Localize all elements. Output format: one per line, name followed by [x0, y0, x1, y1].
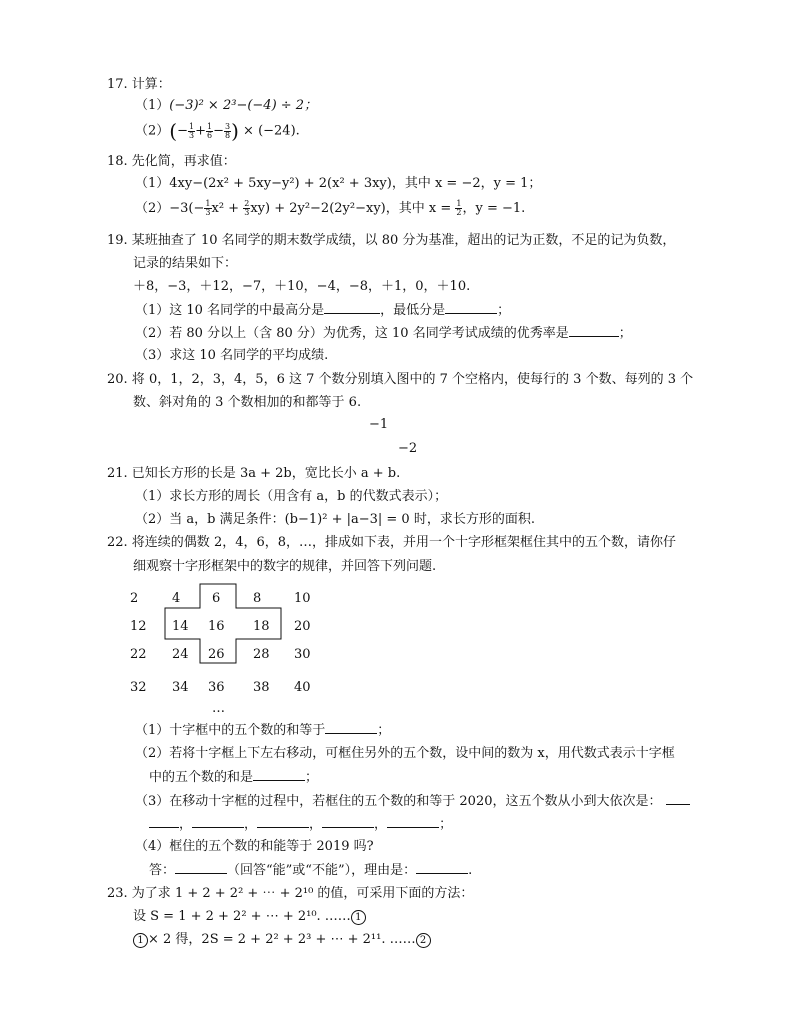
q18-heading: 18. 先化简，再求值： [107, 154, 236, 169]
q22-part2-line1: （2）若将十字框上下左右移动，可框住另外的五个数，设中间的数为 x，用代数式表示十字框 [135, 746, 675, 761]
q20-grid-value: −2 [398, 441, 418, 456]
grid-cell: 38 [253, 680, 270, 695]
grid-cell: 40 [294, 680, 311, 695]
answer-blank[interactable] [666, 792, 690, 805]
circled-number: 2 [416, 933, 431, 948]
grid-cell: 8 [253, 591, 262, 606]
grid-cell: 2 [130, 591, 139, 606]
answer-blank[interactable] [257, 815, 309, 828]
q21-line1: 21. 已知长方形的长是 3a + 2b，宽比长小 a + b. [107, 466, 401, 481]
grid-cell: 12 [130, 619, 147, 634]
answer-blank[interactable] [149, 815, 179, 828]
q22-part3-line1: （3）在移动十字框的过程中，若框住的五个数的和等于 2020，这五个数从小到大依次是： [135, 792, 690, 811]
q22-line1: 22. 将连续的偶数 2，4，6，8，…，排成如下表，并用一个十字形框架框住其中的五个数，请你仔 [107, 535, 677, 550]
fraction-2-3: $\frac{2}{3}$ [244, 199, 250, 217]
q22-part1: （1）十字框中的五个数的和等于 ； [135, 723, 391, 738]
q17-part1 [135, 97, 317, 115]
q22-line2: 细观察十字形框架中的数字的规律，并回答下列问题. [133, 559, 437, 574]
q19-part3: （3）求这 10 名同学的平均成绩. [135, 348, 329, 363]
number-grid-figure [120, 580, 340, 720]
grid-ellipsis: … [212, 701, 225, 716]
answer-blank[interactable] [322, 815, 374, 828]
number-grid [130, 591, 311, 716]
q22-part2-line2: 中的五个数的和是 ； [149, 770, 319, 785]
q17-part1-label: （1） [135, 98, 170, 113]
grid-cell: 16 [208, 619, 225, 634]
q17-heading: 17. 计算： [107, 77, 171, 92]
q17-part2-tail: × (−24). [243, 123, 300, 139]
q20-line2: 数、斜对角的 3 个数相加的和都等于 6. [133, 395, 362, 410]
q19-line2: 记录的结果如下： [133, 256, 238, 271]
grid-cell: 22 [130, 647, 147, 662]
q17-part1-expr: (−3)² × 2³−(−4) ÷ 2； [169, 98, 318, 113]
grid-cell: 36 [208, 680, 225, 695]
q22-part3-line2: ， ， ， ， ； [149, 815, 452, 834]
fraction-1-6: $\frac{1}{6}$ [207, 121, 213, 140]
answer-blank[interactable] [324, 301, 380, 314]
grid-cell: 24 [172, 647, 189, 662]
answer-blank[interactable] [387, 815, 439, 828]
answer-blank[interactable] [445, 301, 497, 314]
grid-cell: 32 [130, 680, 147, 695]
answer-blank[interactable] [175, 861, 227, 874]
circled-number: 1 [133, 933, 148, 948]
grid-cell: 20 [294, 619, 311, 634]
q22-answer-line: 答： （回答“能”或“不能”），理由是： . [149, 863, 473, 878]
grid-cell: 10 [294, 591, 311, 606]
q18-part2: （2）−3(− $\frac{1}{3}$ x² + $\frac{2}{3}$ xy) + 2y²−2(2y²−xy)，其中 x = $\frac{1}{2}$ ，y = −1. [135, 199, 526, 217]
q23-line2: 设 S = 1 + 2 + 2² + ⋯ + 2¹⁰. …… 1 [133, 908, 366, 926]
answer-blank[interactable] [192, 815, 244, 828]
grid-cell: 14 [172, 619, 189, 634]
grid-cell: 28 [253, 647, 270, 662]
grid-cell: 18 [253, 619, 270, 634]
q21-part2: （2）当 a，b 满足条件：(b−1)² + |a−3| = 0 时，求长方形的面积. [135, 512, 535, 527]
grid-cell: 6 [212, 591, 221, 606]
fraction-1-3: $\frac{1}{3}$ [189, 121, 195, 140]
q19-part2: （2）若 80 分以上（含 80 分）为优秀，这 10 名同学考试成绩的优秀率是 ； [135, 326, 632, 341]
q20-line1: 20. 将 0，1，2，3，4，5，6 这 7 个数分别填入图中的 7 个空格内，使每行的 3 个数、每列的 3 个 [107, 372, 694, 387]
q18-part1: （1）4xy−(2x² + 5xy−y²) + 2(x² + 3xy)，其中 x = −2，y = 1； [135, 176, 542, 191]
answer-blank[interactable] [569, 324, 619, 337]
fraction-1-2: $\frac{1}{2}$ [456, 199, 462, 217]
q22-part4: （4）框住的五个数的和能等于 2019 吗? [135, 839, 374, 854]
grid-cell: 34 [172, 680, 189, 695]
fraction-3-8: $\frac{3}{8}$ [225, 121, 231, 140]
q19-scores: ＋8，−3，＋12，−7，＋10，−4，−8，＋1，0，＋10. [133, 279, 471, 294]
q17-part2: （2）(− $\frac{1}{3}$ + $\frac{1}{6}$ − $\frac{3}{8}$ ) × (−24). [135, 119, 300, 143]
circled-number: 1 [351, 910, 366, 925]
answer-blank[interactable] [325, 721, 377, 734]
q21-part1: （1）求长方形的周长（用含有 a，b 的代数式表示）； [135, 489, 448, 504]
answer-blank[interactable] [416, 861, 468, 874]
fraction-1-3: $\frac{1}{3}$ [205, 199, 211, 217]
q23-line1: 23. 为了求 1 + 2 + 2² + ⋯ + 2¹⁰ 的值，可采用下面的方法： [107, 886, 474, 901]
grid-cell: 4 [172, 591, 181, 606]
q19-line1: 19. 某班抽查了 10 名同学的期末数学成绩，以 80 分为基准，超出的记为正数，不足的记为负数， [107, 233, 676, 248]
q23-line3: 1 × 2 得，2S = 2 + 2² + 2³ + ⋯ + 2¹¹. …… 2 [133, 931, 431, 949]
q20-grid-value: −1 [369, 417, 389, 432]
q17-part2-label: （2） [135, 123, 170, 139]
grid-cell: 30 [294, 647, 311, 662]
answer-blank[interactable] [253, 768, 305, 781]
q19-part1: （1）这 10 名同学的中最高分是 ，最低分是 ； [135, 303, 511, 318]
grid-cell: 26 [208, 647, 225, 662]
